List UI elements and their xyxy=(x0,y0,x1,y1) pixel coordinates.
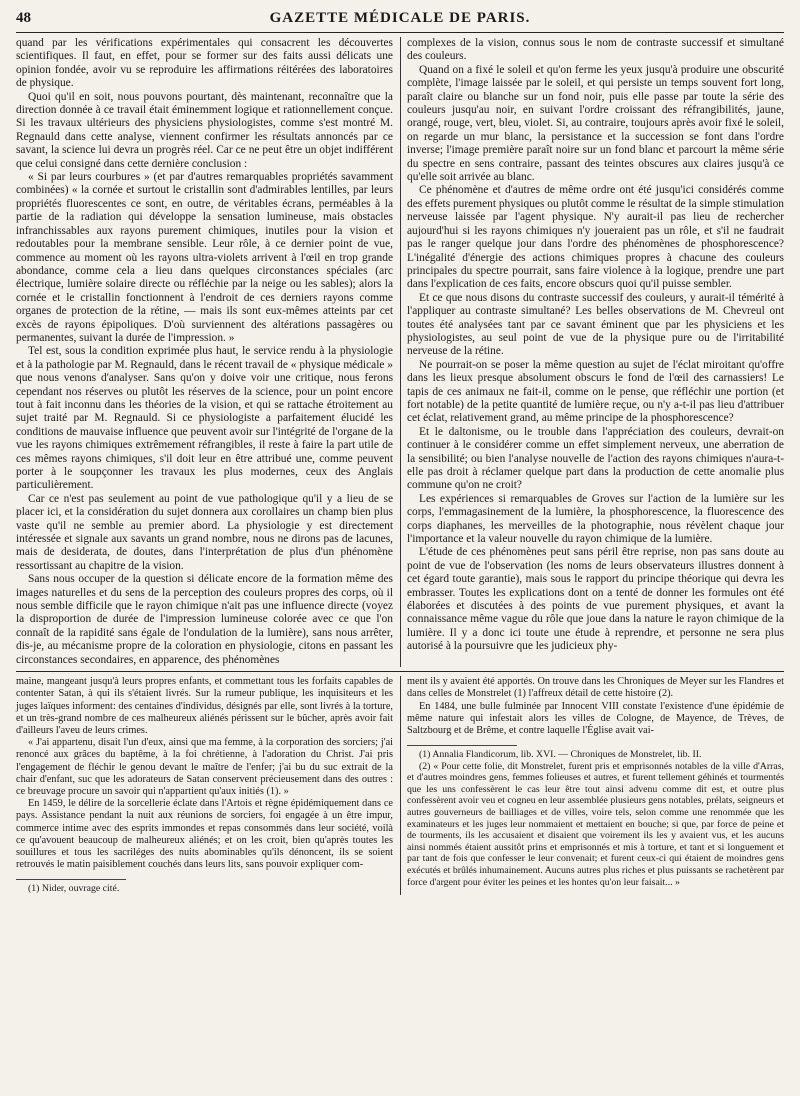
paragraph: Tel est, sous la condition exprimée plus haut, le service rendu à la physiologie et à la pathologie par M. Regnauld, dans le récent travail de « physique médicale » que nous venons d'analyser. Sans qu'on y doive voir une critique, nous ferons cependant nos réserves ou plutôt les réserves de la science, pour un point encore tout à fait inconnu dans les théories de la vision, et qui se rattache étroitement au sujet traité par M. Regnauld. Si ce physiologiste a parfaitement élucidé les conditions de mauvaise influence que peuvent avoir sur l'intégrité de l'organe de la vue les rayons chimiques extrêmement réfrangibles, il reste à faire la part utile de ces mêmes rayons chimiques, s'il doit leur en être attribué une, comme peuvent porter à le soupçonner les travaux les plus modernes, ceux des Anglais particulièrement. xyxy=(16,345,393,492)
upper-left-column xyxy=(16,37,393,667)
page-header xyxy=(16,10,784,33)
paragraph: Quoi qu'il en soit, nous pouvons pourtant, dès maintenant, reconnaître que la direction donnée à ce travail était éminemment logique et rationnellement conçue. Si les travaux ultérieurs des physiciens physiologistes, comme s'est montré M. Regnauld dans cette analyse, viennent confirmer les résultats annoncés par ce savant, la science lui devra un progrès réel. Car ce ne peut être un objet indifférent que celui consigné dans cette dernière conclusion : xyxy=(16,90,393,170)
paragraph: ment ils y avaient été apportés. On trouve dans les Chroniques de Meyer sur les Flandres et dans celles de Monstrelet (1) l'affreux détail de cette histoire (2). xyxy=(407,676,784,700)
lower-right-column xyxy=(407,676,784,895)
paragraph: Ce phénomène et d'autres de même ordre ont été jusqu'ici considérés comme des effets purement physiques ou plutôt comme le résultat de la simple stimulation nerveuse laissée par l'agent physique. N'y aurait-il pas lieu de rechercher aujourd'hui si les rayons chimiques n'y joueraient pas un rôle, et s'il ne faudrait pas le ranger quelque jour dans l'ordre des phénomènes de phosphorescence? L'inégalité d'énergie des actions chimiques propres à chacune des couleurs principales du spectre pourrait, sans faire violence à la logique, prendre une part dans l'explication de ces faits, encore obscurs quoi qu'il puisse sembler. xyxy=(407,184,784,291)
footnotes-right xyxy=(407,749,784,888)
upper-right-column xyxy=(407,37,784,667)
footnote-rule xyxy=(16,879,126,880)
running-title: GAZETTE MÉDICALE DE PARIS. xyxy=(269,10,531,26)
footnote: (2) « Pour cette folie, dit Monstrelet, furent pris et emprisonnés notables de la ville d'Arras, et d'autres moindres gens, femmes folieuses et autres, et furent tellement géhinés et tourmentés que les uns confessèrent le cas leur être tout ainsi advenu comme dit est, et outre plus confessèrent avoir veu et cogneu en leur assemblée plusieurs gens notables, prélats, seigneurs et autres gouverneurs de bailliages et de villes, voire tels, selon comme une renommée que les examinateurs et les juges leur nommaient et mettaient en bouche; si que, par force de peine et de tourments, ils les accusaient et disaient que voirement ils les y avaient vus, et les aucuns ainsi nommés étaient aussitôt prins et emprisonnés et mis à torture, et tant et si longuement et par tant de fois que confesser le leur convenait; et furent ceux-ci qui étaient de moindres gens exécutés et brûlés inhumainement. Aucuns autres plus riches et plus puissants se rachetèrent par force d'argent pour éviter les peines et les hontes qu'on leur faisait... » xyxy=(407,760,784,888)
quote-paragraph: « J'ai appartenu, disait l'un d'eux, ainsi que ma femme, à la corporation des sorciers; j'ai renoncé aux grâces du baptême, à la foi chrétienne, à l'adoration du Christ. J'ai pris l'engagement de fléchir le genou devant le maître de l'enfer; j'ai bu du suc extrait de la chair d'enfant, suc que les adorateurs de Satan conservent précieusement dans des outres : ce breuvage procure un savoir qui n'appartient qu'aux initiés (1). » xyxy=(16,737,393,797)
lower-section xyxy=(16,676,784,895)
paragraph: Quand on a fixé le soleil et qu'on ferme les yeux jusqu'à produire une obscurité complète, l'image laissée par le soleil, et qui persiste un temps souvent fort long, paraît claire ou blanche sur un fond noir, puis elle passe par toute la série des couleurs jusqu'au noir, en suivant l'ordre croissant des réfrangibilités, jaune, orangé, rouge, vert, bleu, violet. Si, au contraire, toujours après avoir fixé le soleil, on regarde un mur blanc, la persistance et la succession se font dans l'ordre inverse; l'image première paraît noire sur un fond blanc et parcourt la même série du spectre en sens contraire, passant des teintes obscures aux claires jusqu'à ce qu'elle soit arrivée au blanc. xyxy=(407,63,784,184)
paragraph: L'étude de ces phénomènes peut sans péril être reprise, non pas sans doute au point de vue de l'observation (les noms de leurs observateurs illustres donnent à cet égard toute garantie), mais sous le rapport du principe théorique qui devra les embrasser. Toutes les explications dont on a tenté de donner les formules ont été élaborées et discutées à des points de vue purement physiques, et avant la connaissance même vague du rôle que joue dans la nature le rayon chimique de la lumière. Il y a donc ici toute une étude à reprendre, et personne ne sera plus autorisé à la poursuivre que les judicieux phy- xyxy=(407,546,784,653)
paragraph: complexes de la vision, connus sous le nom de contraste successif et simultané des couleurs. xyxy=(407,37,784,63)
paragraph: Sans nous occuper de la question si délicate encore de la formation même des images naturelles et du sens de la perception des couleurs propres des corps, où il nous semble difficile que le rayon chimique n'ait pas une influence directe (voyez la disproportion de durée de l'impression lumineuse colorée avec ce que l'on connaît de la rapidité sans égale de l'ondulation de la lumière), sans nous arrêter, dis-je, au mécanisme propre de la coloration en physiologie, citons en passant les circonstances secondaires, en apparence, des phénomènes xyxy=(16,573,393,666)
paragraph: Car ce n'est pas seulement au point de vue pathologique qu'il y a lieu de se placer ici, et la considération du sujet donnera aux corollaires un champ bien plus vaste qu'il ne semble au premier abord. La physiologie y est directement intéressée et signale aux savants un grand nombre, nous ne dirons pas de lacunes, mais de desiderata, de doutes, dans l'interprétation de plus d'un phénomène ressortissant au chapitre de la vision. xyxy=(16,492,393,572)
column-divider xyxy=(400,37,401,667)
footnote-rule xyxy=(407,745,517,746)
footnote: (1) Nider, ouvrage cité. xyxy=(28,883,120,895)
upper-section xyxy=(16,37,784,667)
paragraph: Et ce que nous disons du contraste successif des couleurs, y aurait-il témérité à l'appliquer au contraste simultané? Les belles observations de M. Chevreul ont toutes été analysées tant par ce savant éminent que par les physiciens et les physiologistes, au seul point de vue de la physique pure ou de l'irritabilité nerveuse de la rétine. xyxy=(407,291,784,358)
paragraph: maine, mangeant jusqu'à leurs propres enfants, et commettant tous les forfaits capables de contenter Satan, à qui ils s'étaient livrés. Sur la rumeur publique, les inquisiteurs et les juges laïques informent: des centaines d'individus, désignés par elle, sont livrés à la torture, et un très-grand nombre de ces malheureux aliénés périssent sur le bûcher, après avoir fait d'ailleurs l'aveu de leurs crimes. xyxy=(16,676,393,736)
quote-paragraph: « Si par leurs courbures » (et par d'autres remarquables propriétés savamment combinées) « la cornée et surtout le cristallin sont d'admirables lentilles, par leurs propriétés fluorescentes ce sont, en outre, de véritables écrans, perméables à la partie de la radiation qui développe la sensation lumineuse, mais obstacles infranchissables aux rayons purement chimiques, inutiles pour la vision et redoutables pour la membrane sensible. Leur rôle, à ce dernier point de vue, commence au moment où les rayons ultra-violets arrivent à l'œil en trop grande abondance, comme cela a lieu dans quelques circonstances spéciales (arc électrique, lumière solaire directe ou réfléchie par la neige ou les sables); alors la cornée et le cristallin fonctionnent à l'endroit de ces derniers rayons comme organes de protection de la rétine, — mais ils sont eux-mêmes atteints par cet excès de rayons épipoliques. D'où surviennent des altérations passagères ou permanentes, suivant la durée de l'impression. » xyxy=(16,171,393,344)
column-divider xyxy=(400,676,401,895)
paragraph: Les expériences si remarquables de Groves sur l'action de la lumière sur les corps, l'emmagasinement de la lumière, la phosphorescence, la fluorescence des corps diaphanes, les merveilles de la photographie, nous révèlent chaque jour l'importance et la valeur nouvelle du rayon chimique de la lumière. xyxy=(407,492,784,546)
paragraph: En 1459, le délire de la sorcellerie éclate dans l'Artois et règne épidémiquement dans ce pays. Assistance pendant la nuit aux réunions de sorciers, foi engagée à un être impur, commerce intime avec des esprits immondes et repas consommés dans leur société, voilà ce qu'avouent beaucoup de malheureux aliénés; et on les croit, bien qu'après toutes les souillures et tous les sacriléges des nuits abominables qu'ils dénoncent, ils se soient retrouvés le matin paisiblement couchés dans leurs lits, sans pouvoir expliquer com- xyxy=(16,798,393,871)
newspaper-page xyxy=(16,10,784,1090)
paragraph: En 1484, une bulle fulminée par Innocent VIII constate l'existence d'une épidémie de même nature qui infestait alors les villes de Cologne, de Mayence, de Trèves, de Saltzbourg et de Brême, et contre laquelle l'Église avait vai- xyxy=(407,700,784,736)
page-number: 48 xyxy=(16,10,31,26)
footnotes-left xyxy=(16,883,393,895)
footnote: (1) Annalia Flandicorum, lib. XVI. — Chroniques de Monstrelet, lib. II. xyxy=(419,749,702,761)
paragraph: Et le daltonisme, ou le trouble dans l'appréciation des couleurs, devrait-on continuer à le considérer comme un effet simplement nerveux, une aberration de la sensibilité; ou bien l'analyse nouvelle de l'action des rayons chimiques n'aura-t-elle pas droit à réclamer quelque part dans la production de cette anomalie plus commune qu'on ne croit? xyxy=(407,425,784,492)
lower-left-column xyxy=(16,676,393,895)
section-divider xyxy=(16,671,784,672)
paragraph: quand par les vérifications expérimentales qui consacrent les découvertes scientifiques. Il faut, en effet, pour se former sur des faits aussi délicats une opinion fondée, avoir vu se reproduire les affirmations réitérées des laboratoires de physique. xyxy=(16,37,393,90)
paragraph: Ne pourrait-on se poser la même question au sujet de l'éclat miroitant qu'offre dans les lieux presque absolument obscurs le fond de l'œil des carnassiers! Le tapis de ces animaux ne fait-il, comme on le pense, que réfléchir une portion (et fort notable) de la petite quantité de lumière reçue, ou n'y a-t-il pas lieu d'attribuer cet éclat, relativement grand, au même principe de la phosphorescence? xyxy=(407,358,784,425)
